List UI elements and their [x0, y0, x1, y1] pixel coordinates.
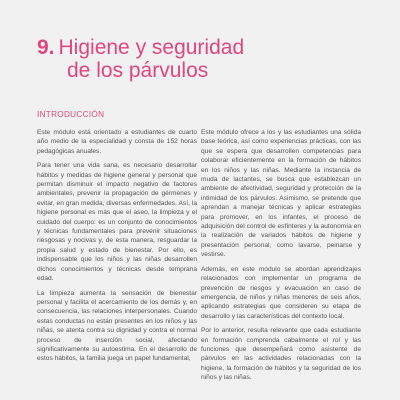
- chapter-title: [37, 36, 377, 82]
- title-line-2: de los párvulos: [67, 59, 209, 82]
- right-column: [201, 128, 361, 388]
- title-line-1: [37, 36, 377, 59]
- left-column: [37, 128, 197, 369]
- chapter-number: 9.: [37, 36, 55, 59]
- paragraph: Este módulo está orientado a estudiantes de cuarto año medio de la especialidad y consta de 152 horas pedagógicas anuales.: [37, 129, 197, 155]
- paragraph: Por lo anterior, resulta relevante que cada estudiante en formación comprenda cabalmente el rol y las funciones que desempeñará como asistente de párvulos en las actividades relacionadas con la higiene, la formación de hábitos y la seguridad de los niños y las niñas.: [201, 327, 361, 382]
- paragraph: Además, en este módulo se abordan aprendizajes relacionados con implementar un programa de prevención de riesgos y evacuación en caso de emergencia, de niños y niñas menores de seis años, aplicando estrategias que consideren su etapa de desarrollo y las características del contexto local.: [201, 265, 361, 320]
- title-text-1: Higiene y seguridad: [58, 36, 245, 59]
- section-heading: INTRODUCCIÓN: [37, 110, 105, 119]
- paragraph: Para tener una vida sana, es necesario desarrollar hábitos y medidas de higiene general y personal que permitan disminuir el impacto negativo de factores ambientales, prevenir la propagación de gérmenes y evitar, en gran medida, diversas enfermedades. Así, la higiene personal es más que el aseo, la limpieza y el cuidado del cuerpo: es un conjunto de conocimientos y técnicas fundamentales para prevenir situaciones riesgosas y nocivas y, de esta manera, resguardar la propia salud y estado de bienestar. Por ello, es indispensable que los niños y las niñas desarrollen dichos conocimientos y técnicas desde temprana edad.: [37, 162, 197, 283]
- paragraph: La limpieza aumenta la sensación de bienestar personal y facilita el acercamiento de los demás y, en consecuencia, las relaciones interpersonales. Cuando estas conductas no están presentes en los niños y las niñas, se atenta contra su dignidad y contra el normal proceso de inserción social, afectando significativamente su autoestima. En el desarrollo de estos hábitos, la familia juega un papel fundamental,: [37, 289, 197, 363]
- paragraph: Este módulo ofrece a los y las estudiantes una sólida base teórica, así como experiencias prácticas, con las que se espera que desarrollen competencias para colaborar eficientemente en la formación de hábitos en los niños y las niñas. Mediante la instancia de muda de lactantes, se busca que establezcan un ambiente de afectividad, seguridad y protección de la intimidad de los párvulos. Asimismo, se pretende que aprendan a manejar técnicas y aplicar estrategias para promover, en los infantes, el proceso de adquisición del control de esfínteres y la autonomía en la realización de variados hábitos de higiene y presentación personal, como lavarse, peinarse y vestirse.: [201, 129, 361, 259]
